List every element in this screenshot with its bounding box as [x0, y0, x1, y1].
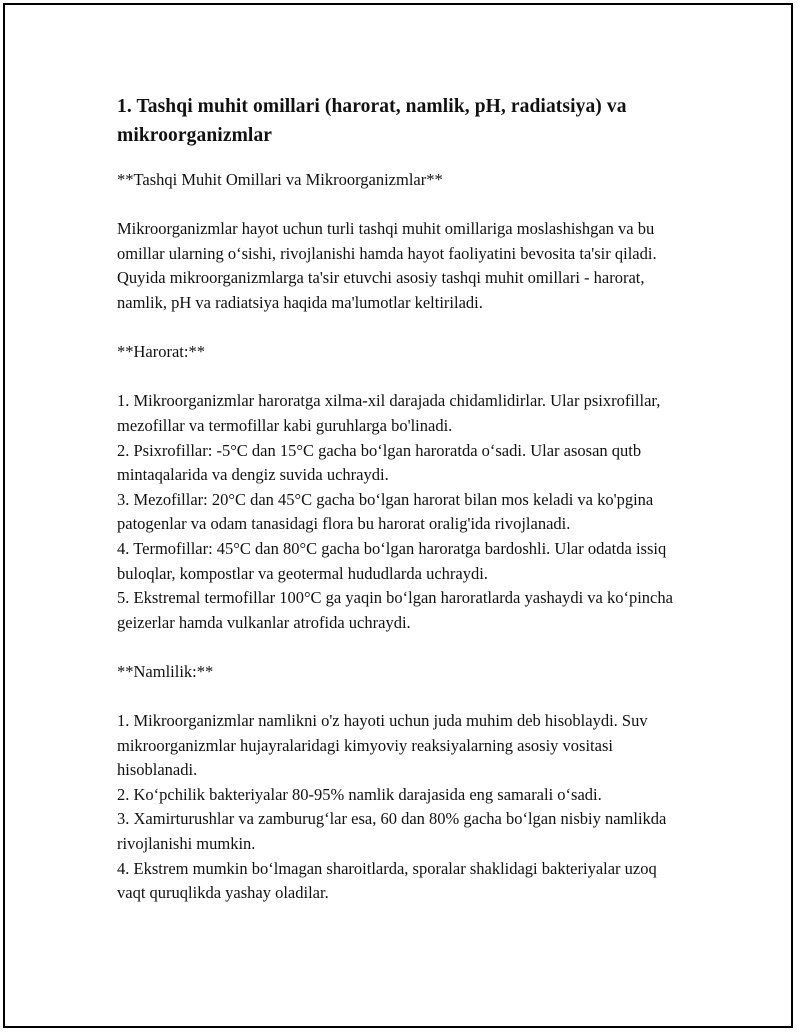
list-item: 2. Ko‘pchilik bakteriyalar 80-95% namlik darajasida eng samarali o‘sadi. — [117, 784, 602, 804]
document-subtitle: **Tashqi Muhit Omillari va Mikroorganizmlar** — [117, 170, 443, 189]
spacer — [117, 684, 687, 709]
list-item: 3. Mezofillar: 20°C dan 45°C gacha bo‘lgan harorat bilan mos keladi va ko'pgina patogenlar va odam tanasidagi flora bu harorat oralig'ida rivojlanadi. — [117, 489, 654, 534]
section-heading-namlilik: **Namlilik:** — [117, 661, 214, 681]
spacer — [117, 635, 687, 660]
list-item: 4. Ekstrem mumkin bo‘lmagan sharoitlarda, sporalar shaklidagi bakteriyalar uzoq vaqt quruqlikda yashay oladilar. — [117, 858, 657, 903]
spacer — [117, 365, 687, 390]
intro-paragraph: Mikroorganizmlar hayot uchun turli tashqi muhit omillariga moslashishgan va bu omillar ularning o‘sishi, rivojlanishi hamda hayot faoliyatini bevosita ta'sir qiladi. Quyida mikroorganizmlarga ta'sir etuvchi asosiy tashqi muhit omillari - harorat, namlik, pH va radiatsiya haqida ma'lumotlar keltiriladi. — [117, 219, 657, 312]
document-body — [117, 92, 687, 906]
list-item: 5. Ekstremal termofillar 100°C ga yaqin bo‘lgan haroratlarda yashaydi va ko‘pincha geizerlar hamda vulkanlar atrofida uchraydi. — [117, 588, 673, 632]
list-item: 3. Xamirturushlar va zamburug‘lar esa, 60 dan 80% gacha bo‘lgan nisbiy namlikda rivojlanishi mumkin. — [117, 809, 667, 854]
document-title: 1. Tashqi muhit omillari (harorat, namlik, pH, radiatsiya) va mikroorganizmlar — [117, 96, 627, 146]
list-item: 1. Mikroorganizmlar namlikni o'z hayoti uchun juda muhim deb hisoblaydi. Suv mikroorganizmlar hujayralaridagi kimyoviy reaksiyalarning asosiy vositasi hisoblanadi. — [117, 711, 648, 780]
section-heading-harorat: **Harorat:** — [117, 342, 205, 362]
spacer — [117, 316, 687, 341]
list-item: 1. Mikroorganizmlar haroratga xilma-xil darajada chidamlidirlar. Ular psixrofillar, mezofillar va termofillar kabi guruhlarga bo'linadi. — [117, 391, 661, 435]
list-item: 4. Termofillar: 45°C dan 80°C gacha bo‘lgan haroratga bardoshli. Ular odatda issiq buloqlar, kompostlar va geotermal hududlarda uchraydi. — [117, 538, 667, 583]
spacer — [117, 193, 687, 218]
list-item: 2. Psixrofillar: -5°C dan 15°C gacha bo‘lgan haroratda o‘sadi. Ular asosan qutb mintaqalarida va dengiz suvida uchraydi. — [117, 440, 642, 485]
